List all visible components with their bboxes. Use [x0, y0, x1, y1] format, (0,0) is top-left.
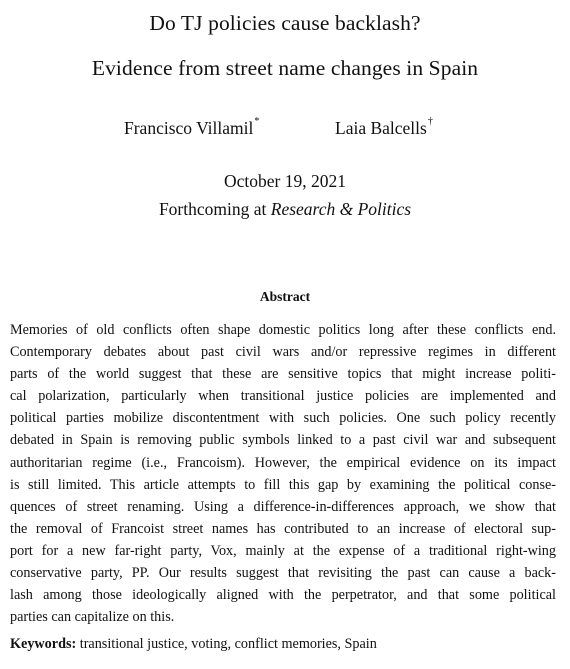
- paper-title-line-2: Evidence from street name changes in Spain: [91, 56, 479, 80]
- publication-note: [0, 199, 570, 220]
- journal-name: Research & Politics: [270, 199, 412, 219]
- abstract-line: Contemporary debates about past civil wars and/or repressive regimes in different: [10, 344, 556, 361]
- abstract-line: lash among those ideologically aligned with the perpetrator, and that some political: [10, 587, 556, 604]
- publication-prefix: Forthcoming at: [158, 199, 267, 219]
- paper-date: October 19, 2021: [224, 171, 346, 191]
- abstract-line: Memories of old conflicts often shape domestic politics long after these conflicts end.: [10, 322, 556, 338]
- abstract-line: quences of street renaming. Using a difference-in-differences approach, we show that: [10, 498, 556, 515]
- author-1-footnote-mark[interactable]: *: [254, 116, 260, 127]
- abstract-line: port for a new far-right party, Vox, mainly at the expense of a traditional right-wing: [10, 542, 556, 559]
- author-2-footnote-mark[interactable]: †: [427, 116, 433, 127]
- abstract-line: the removal of Francoist street names has contributed to an increase of electoral sup-: [10, 520, 556, 537]
- author-2: [335, 118, 433, 139]
- abstract-heading: Abstract: [259, 289, 311, 304]
- abstract-line: debated in Spain is removing public symbols linked to a past civil war and subsequent: [10, 432, 556, 449]
- author-1-name: Francisco Villamil: [124, 118, 254, 138]
- keywords-value: transitional justice, voting, conflict memories, Spain: [79, 636, 377, 652]
- keywords-label: Keywords:: [10, 636, 77, 652]
- paper-title-line-1: Do TJ policies cause backlash?: [149, 11, 421, 35]
- abstract-body: [10, 319, 556, 628]
- abstract-line: conservative party, PP. Our results suggest that revisiting the past can cause a back-: [10, 565, 556, 582]
- author-1: [124, 118, 259, 139]
- abstract-line: political parties mobilize discontentment with such policies. One such policy recently: [10, 410, 556, 427]
- abstract-line: parties can capitalize on this.: [10, 609, 175, 626]
- author-2-name: Laia Balcells: [335, 118, 427, 138]
- abstract-line: authoritarian regime (i.e., Francoism). However, the empirical evidence on its impact: [10, 454, 556, 471]
- abstract-line: cal polarization, particularly when transitional justice policies are implemented and: [10, 388, 556, 405]
- abstract-line: is still limited. This article attempts to fill this gap by examining the political conse-: [10, 476, 556, 493]
- abstract-line: parts of the world suggest that these are sensitive topics that might increase politi-: [10, 366, 556, 383]
- keywords-line: [10, 636, 556, 653]
